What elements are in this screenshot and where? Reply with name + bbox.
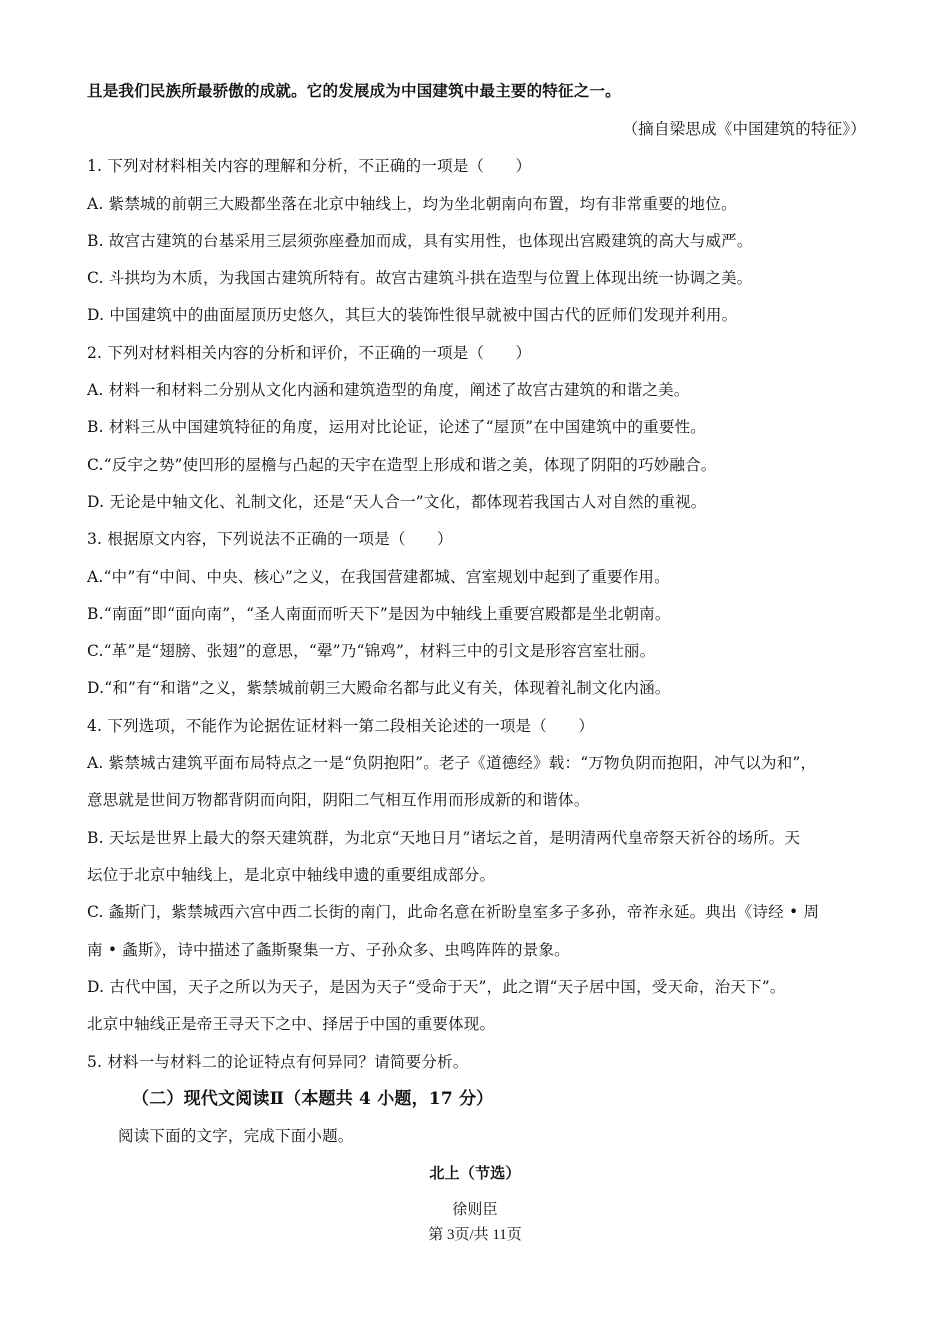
q3-stem: 3. 根据原文内容，下列说法不正确的一项是（ ） [87, 530, 453, 548]
q3-option-c: C.“革”是“翅膀、张翅”的意思，“翚”乃“锦鸡”，材料三中的引文是形容宫室壮丽。 [87, 642, 656, 660]
q1-option-d: D. 中国建筑中的曲面屋顶历史悠久，其巨大的装饰性很早就被中国古代的匠师们发现并利用。 [87, 306, 738, 324]
q2-option-a: A. 材料一和材料二分别从文化内涵和建筑造型的角度，阐述了故宫古建筑的和谐之美。 [87, 381, 690, 399]
q2-stem: 2. 下列对材料相关内容的分析和评价，不正确的一项是（ ） [87, 344, 532, 362]
passage-author: 徐则臣 [452, 1200, 498, 1218]
intro-tail-text: 且是我们民族所最骄傲的成就。它的发展成为中国建筑中最主要的特征之一。 [87, 81, 621, 100]
q2-option-b: B. 材料三从中国建筑特征的角度，运用对比论证，论述了“屋顶”在中国建筑中的重要性。 [87, 418, 706, 436]
page-footer: 第 3页/共 11页 [428, 1227, 522, 1243]
passage-title: 北上（节选） [429, 1164, 521, 1182]
q2-option-d: D. 无论是中轴文化、礼制文化，还是“天人合一”文化，都体现若我国古人对自然的重视。 [87, 493, 707, 511]
q1-option-a: A. 紫禁城的前朝三大殿都坐落在北京中轴线上，均为坐北朝南向布置，均有非常重要的地位。 [87, 195, 737, 213]
q4-option-a-line2: 意思就是世间万物都背阴而向阳，阴阳二气相互作用而形成新的和谐体。 [87, 791, 590, 809]
q4-option-b-line2: 坛位于北京中轴线上，是北京中轴线申遗的重要组成部分。 [87, 866, 496, 884]
q3-option-d: D.“和”有“和谐”之义，紫禁城前朝三大殿命名都与此义有关，体现着礼制文化内涵。 [87, 679, 671, 697]
section2-heading: （二）现代文阅读Ⅱ（本题共 4 小题，17 分） [132, 1089, 494, 1109]
q2-option-c: C.“反宇之势”使凹形的屋檐与凸起的天宇在造型上形成和谐之美，体现了阴阳的巧妙融合。 [87, 456, 717, 474]
q4-option-c-line1: C. 螽斯门，紫禁城西六宫中西二长街的南门，此命名意在祈盼皇室多子多孙，帝祚永延。典出《诗经 • 周 [87, 903, 820, 921]
q4-option-c-line2: 南 • 螽斯》，诗中描述了螽斯聚集一方、子孙众多、虫鸣阵阵的景象。 [87, 941, 570, 959]
q4-option-a-line1: A. 紫禁城古建筑平面布局特点之一是“负阴抱阳”。老子《道德经》载：“万物负阴而抱阳，冲气以为和”， [87, 754, 817, 772]
q3-option-b: B.“南面”即“面向南”，“圣人南面而听天下”是因为中轴线上重要宫殿都是坐北朝南。 [87, 605, 671, 623]
q4-option-d-line2: 北京中轴线正是帝王寻天下之中、择居于中国的重要体现。 [87, 1015, 496, 1033]
q4-option-d-line1: D. 古代中国，天子之所以为天子，是因为天子“受命于天”，此之谓“天子居中国，受天命，治天下”。 [87, 978, 786, 996]
q4-option-b-line1: B. 天坛是世界上最大的祭天建筑群，为北京“天地日月”诸坛之首，是明清两代皇帝祭天祈谷的场所。天 [87, 829, 801, 847]
q3-option-a: A.“中”有“中间、中央、核心”之义，在我国营建都城、宫室规划中起到了重要作用。 [87, 568, 670, 586]
q1-option-b: B. 故宫古建筑的台基采用三层须弥座叠加而成，具有实用性，也体现出宫殿建筑的高大与威严。 [87, 232, 753, 250]
q1-option-c: C. 斗拱均为木质，为我国古建筑所特有。故宫古建筑斗拱在造型与位置上体现出统一协调之美。 [87, 269, 753, 287]
q5-stem: 5. 材料一与材料二的论证特点有何异同？请简要分析。 [87, 1053, 469, 1071]
q1-stem: 1. 下列对材料相关内容的理解和分析，不正确的一项是（ ） [87, 157, 532, 175]
q4-stem: 4. 下列选项，不能作为论据佐证材料一第二段相关论述的一项是（ ） [87, 717, 595, 735]
section2-instruction: 阅读下面的文字，完成下面小题。 [118, 1127, 354, 1145]
citation: （摘自梁思成《中国建筑的特征》） [622, 120, 866, 138]
